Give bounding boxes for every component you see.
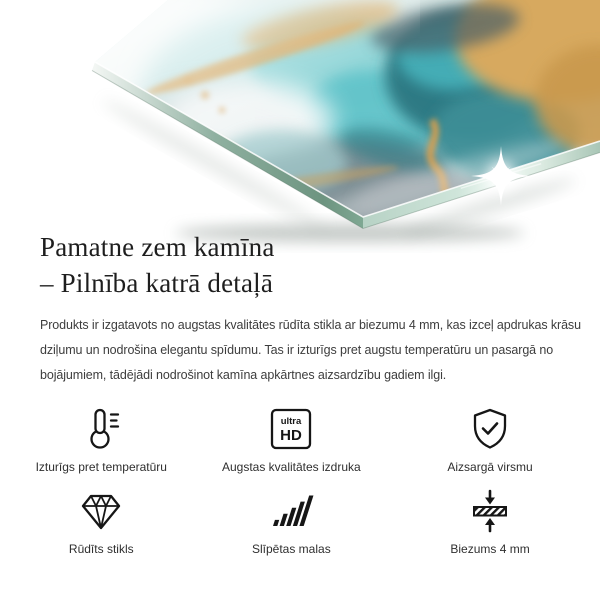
feature-label: Aizsargā virsmu	[447, 460, 533, 474]
page-title-line1: Pamatne zem kamīna	[40, 232, 275, 262]
svg-text:ultra: ultra	[281, 416, 302, 427]
page-title-line2: – Pilnība katrā detaļā	[40, 268, 274, 298]
feature-label: Izturīgs pret temperatūru	[35, 460, 167, 474]
feature-label: Rūdīts stikls	[68, 542, 134, 556]
feature-surface-protection	[392, 406, 588, 474]
product-description-section	[0, 229, 600, 388]
feature-grid	[0, 406, 600, 556]
product-description: Produkts ir izgatavots no augstas kvalitātes rūdīta stikla ar biezumu 4 mm, kas izceļ apdrukas krāsu dziļumu un nodrošina elegantu spīdumu. Tas ir izturīgs pret augstu temperatūru un pasargā no bojājumiem, tādējādi nodrošinot kamīna apkārtnes aizsardzību gadiem ilgi.	[40, 318, 581, 382]
page-title	[40, 229, 560, 301]
feature-label: Augstas kvalitātes izdruka	[221, 460, 361, 474]
diamond-icon	[78, 488, 124, 534]
thermometer-icon	[78, 406, 124, 452]
feature-print-quality	[191, 406, 393, 474]
feature-tempered-glass	[12, 488, 191, 556]
svg-text:HD: HD	[280, 427, 303, 444]
beveled-edges-icon	[268, 488, 314, 534]
feature-thickness	[392, 488, 588, 556]
shield-check-icon	[467, 406, 513, 452]
glass-panel-illustration	[0, 0, 600, 255]
ultra-hd-icon	[268, 406, 314, 452]
feature-temperature	[12, 406, 191, 474]
feature-polished-edges	[191, 488, 393, 556]
feature-label: Slīpētas malas	[251, 542, 331, 556]
feature-label: Biezums 4 mm	[450, 542, 530, 556]
thickness-icon	[467, 488, 513, 534]
product-image	[0, 0, 600, 255]
